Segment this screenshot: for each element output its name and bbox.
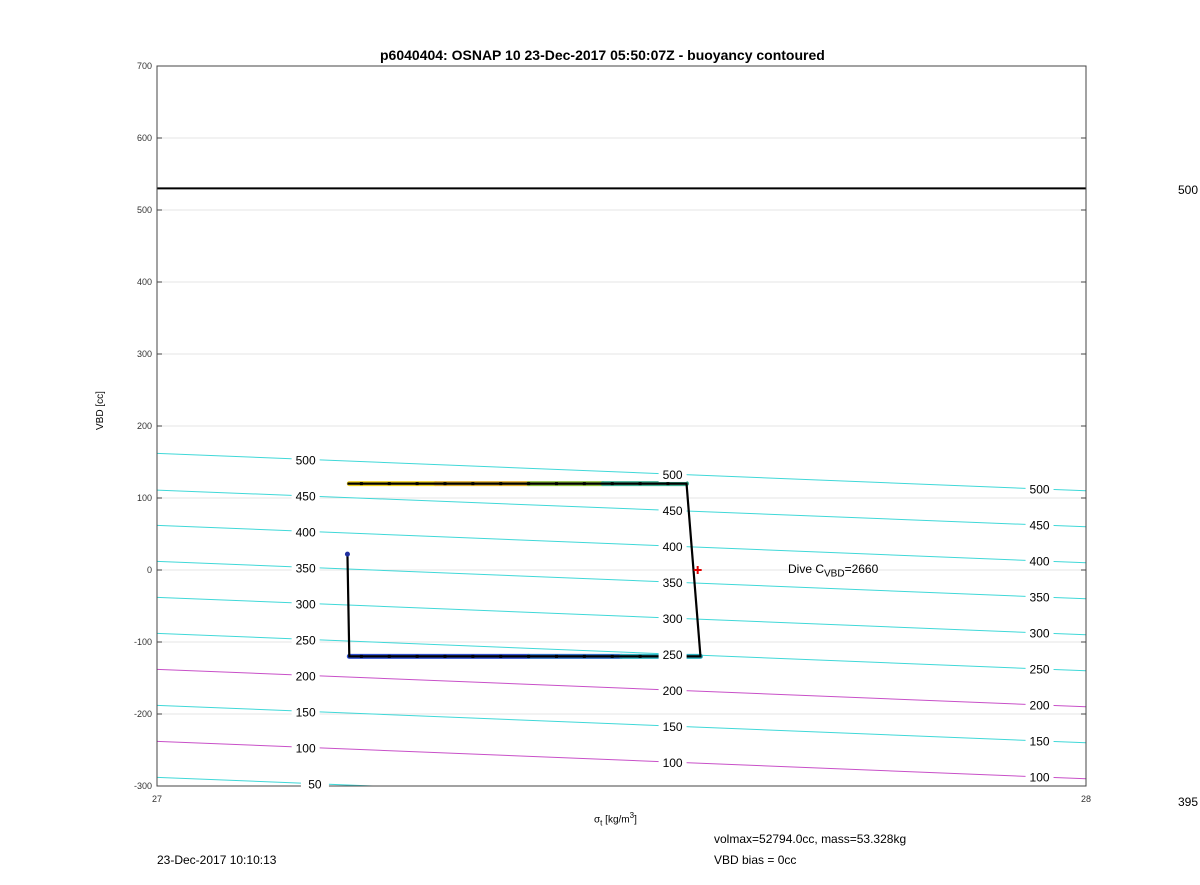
contour-label-100: 100 [662, 755, 683, 770]
x-axis-label-rest: [kg/m [602, 814, 630, 826]
dive-point [443, 655, 446, 658]
footer-bias: VBD bias = 0cc [714, 853, 797, 867]
y-tick-label: -200 [133, 709, 152, 719]
x-axis-label-end: ] [634, 814, 637, 826]
dive-point [388, 482, 391, 485]
right-label-top: 500 [1178, 183, 1199, 197]
right-label-bottom: 395 [1178, 795, 1199, 809]
dive-point [583, 655, 586, 658]
dive-point [416, 655, 419, 658]
contour-label-450: 450 [662, 503, 683, 518]
dive-point [499, 655, 502, 658]
dive-point [555, 655, 558, 658]
y-tick-label: 200 [136, 421, 152, 431]
contour-label-150: 150 [1029, 734, 1050, 749]
dive-point [639, 655, 642, 658]
contour-label-200: 200 [1029, 698, 1050, 713]
contour-label-150: 150 [295, 705, 316, 720]
contour-label-300: 300 [1029, 626, 1050, 641]
y-tick-label: 700 [136, 61, 152, 71]
contour-label-200: 200 [295, 669, 316, 684]
footer-volmax: volmax=52794.0cc, mass=53.328kg [714, 832, 907, 846]
contour-label-500: 500 [662, 467, 683, 482]
dive-point [360, 655, 363, 658]
contour-label-350: 350 [662, 575, 683, 590]
contour-label-450: 450 [1029, 518, 1050, 533]
contour-label-200: 200 [662, 683, 683, 698]
contour-label-350: 350 [295, 561, 316, 576]
contour-label-250: 250 [295, 633, 316, 648]
contour-label-400: 400 [1029, 554, 1050, 569]
x-axis-label-sub: t [600, 818, 603, 828]
dive-point [471, 655, 474, 658]
dive-cvbd-rest: =2660 [844, 562, 879, 576]
contour-label-450: 450 [295, 489, 316, 504]
contour-label-250: 250 [1029, 662, 1050, 677]
dive-cvbd-annotation [788, 562, 878, 579]
y-tick-label: -100 [133, 637, 152, 647]
contour-label-100: 100 [1029, 770, 1050, 785]
dive-point [666, 482, 669, 485]
dive-start-point [345, 552, 350, 557]
dive-point [443, 482, 446, 485]
dive-point [416, 482, 419, 485]
contour-label-250: 250 [662, 647, 683, 662]
contour-label-400: 400 [295, 525, 316, 540]
dive-cvbd-main: Dive C [788, 562, 825, 576]
dive-point [611, 482, 614, 485]
y-tick-label: 0 [146, 565, 152, 575]
contour-label-500: 500 [1029, 482, 1050, 497]
contour-label-500: 500 [295, 453, 316, 468]
y-tick-label: 100 [136, 493, 152, 503]
dive-point [471, 482, 474, 485]
contour-label-300: 300 [295, 597, 316, 612]
x-axis-label-sup: 3 [629, 811, 635, 820]
contour-label-100: 100 [295, 741, 316, 756]
y-tick-label: 600 [136, 133, 152, 143]
chart-title: p6040404: OSNAP 10 23-Dec-2017 05:50:07Z - buoyancy contoured [380, 47, 825, 63]
y-tick-label: -300 [133, 781, 152, 791]
dive-point [499, 482, 502, 485]
dive-point [360, 482, 363, 485]
dive-point [555, 482, 558, 485]
y-tick-label: 400 [136, 277, 152, 287]
footer-timestamp: 23-Dec-2017 10:10:13 [157, 853, 277, 867]
dive-point [388, 655, 391, 658]
contour-label-350: 350 [1029, 590, 1050, 605]
y-axis-label: VBD [cc] [95, 391, 106, 430]
x-tick-label: 28 [1080, 794, 1092, 804]
contour-label-300: 300 [662, 611, 683, 626]
dive-point [611, 655, 614, 658]
dive-point [527, 655, 530, 658]
y-tick-label: 500 [136, 205, 152, 215]
dive-point [527, 482, 530, 485]
dive-point [583, 482, 586, 485]
x-axis-label-main: σ [594, 814, 601, 826]
x-axis-label [594, 811, 637, 827]
dive-point [639, 482, 642, 485]
y-tick-label: 300 [136, 349, 152, 359]
contour-label-150: 150 [662, 719, 683, 734]
x-tick-label: 27 [151, 794, 163, 804]
dive-cvbd-sub: VBD [824, 568, 845, 580]
contour-label-50: 50 [308, 777, 322, 792]
contour-label-400: 400 [662, 539, 683, 554]
